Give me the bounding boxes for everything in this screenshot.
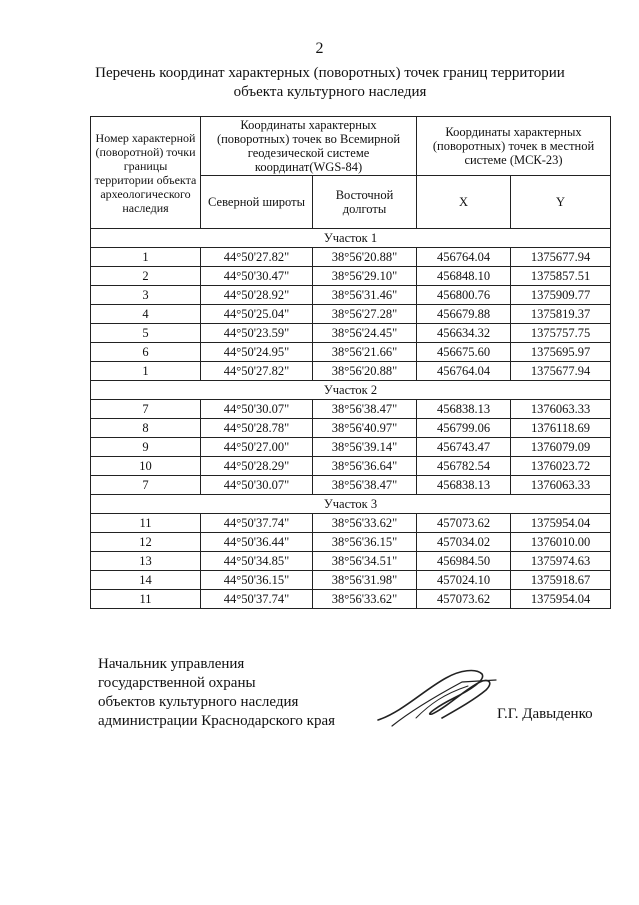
point-number-cell: 1 bbox=[91, 248, 201, 267]
table-row bbox=[91, 267, 611, 286]
header-y: Y bbox=[511, 176, 611, 229]
x-cell: 457024.10 bbox=[417, 571, 511, 590]
y-cell: 1375757.75 bbox=[511, 324, 611, 343]
coordinates-table-header bbox=[91, 117, 611, 229]
longitude-cell: 38°56'20.88" bbox=[313, 362, 417, 381]
y-cell: 1376010.00 bbox=[511, 533, 611, 552]
header-east-longitude: Восточной долготы bbox=[313, 176, 417, 229]
longitude-cell: 38°56'20.88" bbox=[313, 248, 417, 267]
signature-position bbox=[98, 655, 335, 731]
y-cell: 1376079.09 bbox=[511, 438, 611, 457]
point-number-cell: 2 bbox=[91, 267, 201, 286]
table-row bbox=[91, 286, 611, 305]
x-cell: 456675.60 bbox=[417, 343, 511, 362]
longitude-cell: 38°56'38.47" bbox=[313, 476, 417, 495]
table-row bbox=[91, 324, 611, 343]
point-number-cell: 9 bbox=[91, 438, 201, 457]
table-row bbox=[91, 438, 611, 457]
latitude-cell: 44°50'36.44" bbox=[201, 533, 313, 552]
point-number-cell: 6 bbox=[91, 343, 201, 362]
longitude-cell: 38°56'29.10" bbox=[313, 267, 417, 286]
x-cell: 457073.62 bbox=[417, 590, 511, 609]
latitude-cell: 44°50'34.85" bbox=[201, 552, 313, 571]
table-row bbox=[91, 343, 611, 362]
position-line-1: Начальник управления bbox=[98, 656, 245, 672]
section-row bbox=[91, 381, 611, 400]
point-number-cell: 7 bbox=[91, 400, 201, 419]
point-number-cell: 13 bbox=[91, 552, 201, 571]
longitude-cell: 38°56'38.47" bbox=[313, 400, 417, 419]
x-cell: 456764.04 bbox=[417, 248, 511, 267]
y-cell: 1375819.37 bbox=[511, 305, 611, 324]
point-number-cell: 12 bbox=[91, 533, 201, 552]
point-number-cell: 14 bbox=[91, 571, 201, 590]
latitude-cell: 44°50'27.82" bbox=[201, 362, 313, 381]
section-row bbox=[91, 495, 611, 514]
point-number-cell: 7 bbox=[91, 476, 201, 495]
x-cell: 456848.10 bbox=[417, 267, 511, 286]
x-cell: 456984.50 bbox=[417, 552, 511, 571]
header-msk23-group: Координаты характерных (поворотных) точек в местной системе (МСК-23) bbox=[417, 117, 611, 176]
point-number-cell: 5 bbox=[91, 324, 201, 343]
header-x: X bbox=[417, 176, 511, 229]
point-number-cell: 3 bbox=[91, 286, 201, 305]
point-number-cell: 11 bbox=[91, 514, 201, 533]
y-cell: 1375974.63 bbox=[511, 552, 611, 571]
x-cell: 456838.13 bbox=[417, 476, 511, 495]
table-row bbox=[91, 476, 611, 495]
point-number-cell: 4 bbox=[91, 305, 201, 324]
coordinates-table bbox=[90, 116, 611, 609]
y-cell: 1376118.69 bbox=[511, 419, 611, 438]
table-row bbox=[91, 305, 611, 324]
latitude-cell: 44°50'30.07" bbox=[201, 476, 313, 495]
latitude-cell: 44°50'28.78" bbox=[201, 419, 313, 438]
longitude-cell: 38°56'31.46" bbox=[313, 286, 417, 305]
table-row bbox=[91, 248, 611, 267]
table-row bbox=[91, 552, 611, 571]
x-cell: 456799.06 bbox=[417, 419, 511, 438]
latitude-cell: 44°50'28.92" bbox=[201, 286, 313, 305]
longitude-cell: 38°56'39.14" bbox=[313, 438, 417, 457]
latitude-cell: 44°50'27.82" bbox=[201, 248, 313, 267]
longitude-cell: 38°56'40.97" bbox=[313, 419, 417, 438]
latitude-cell: 44°50'24.95" bbox=[201, 343, 313, 362]
latitude-cell: 44°50'30.07" bbox=[201, 400, 313, 419]
point-number-cell: 11 bbox=[91, 590, 201, 609]
y-cell: 1375909.77 bbox=[511, 286, 611, 305]
y-cell: 1375677.94 bbox=[511, 362, 611, 381]
latitude-cell: 44°50'37.74" bbox=[201, 590, 313, 609]
longitude-cell: 38°56'33.62" bbox=[313, 514, 417, 533]
section-title: Участок 3 bbox=[91, 495, 611, 514]
y-cell: 1376023.72 bbox=[511, 457, 611, 476]
longitude-cell: 38°56'36.15" bbox=[313, 533, 417, 552]
position-line-2: государственной охраны bbox=[98, 675, 256, 691]
latitude-cell: 44°50'30.47" bbox=[201, 267, 313, 286]
point-number-cell: 10 bbox=[91, 457, 201, 476]
table-row bbox=[91, 571, 611, 590]
latitude-cell: 44°50'23.59" bbox=[201, 324, 313, 343]
document-title-line-2: объекта культурного наследия bbox=[233, 84, 427, 100]
page-number: 2 bbox=[315, 40, 324, 57]
y-cell: 1376063.33 bbox=[511, 400, 611, 419]
longitude-cell: 38°56'31.98" bbox=[313, 571, 417, 590]
table-row bbox=[91, 514, 611, 533]
document-title-line-1: Перечень координат характерных (поворотных) точек границ территории bbox=[95, 65, 565, 81]
point-number-cell: 8 bbox=[91, 419, 201, 438]
x-cell: 456782.54 bbox=[417, 457, 511, 476]
x-cell: 456764.04 bbox=[417, 362, 511, 381]
longitude-cell: 38°56'24.45" bbox=[313, 324, 417, 343]
table-row bbox=[91, 533, 611, 552]
latitude-cell: 44°50'28.29" bbox=[201, 457, 313, 476]
longitude-cell: 38°56'36.64" bbox=[313, 457, 417, 476]
table-row bbox=[91, 457, 611, 476]
longitude-cell: 38°56'33.62" bbox=[313, 590, 417, 609]
point-number-cell: 1 bbox=[91, 362, 201, 381]
position-line-3: объектов культурного наследия bbox=[98, 694, 299, 710]
table-row bbox=[91, 590, 611, 609]
longitude-cell: 38°56'27.28" bbox=[313, 305, 417, 324]
latitude-cell: 44°50'36.15" bbox=[201, 571, 313, 590]
table-row bbox=[91, 362, 611, 381]
latitude-cell: 44°50'25.04" bbox=[201, 305, 313, 324]
header-wgs84-group: Координаты характерных (поворотных) точек во Всемирной геодезической системе координат(WGS-84) bbox=[201, 117, 417, 176]
section-title: Участок 2 bbox=[91, 381, 611, 400]
y-cell: 1375677.94 bbox=[511, 248, 611, 267]
section-row bbox=[91, 229, 611, 248]
signer-name: Г.Г. Давыденко bbox=[497, 706, 593, 722]
x-cell: 456634.32 bbox=[417, 324, 511, 343]
x-cell: 456800.76 bbox=[417, 286, 511, 305]
y-cell: 1375857.51 bbox=[511, 267, 611, 286]
longitude-cell: 38°56'34.51" bbox=[313, 552, 417, 571]
x-cell: 456679.88 bbox=[417, 305, 511, 324]
y-cell: 1375918.67 bbox=[511, 571, 611, 590]
latitude-cell: 44°50'27.00" bbox=[201, 438, 313, 457]
x-cell: 457034.02 bbox=[417, 533, 511, 552]
position-line-4: администрации Краснодарского края bbox=[98, 713, 336, 729]
table-row bbox=[91, 419, 611, 438]
header-point-number: Номер характерной (поворотной) точки границы территории объекта археологического наследия bbox=[91, 117, 201, 229]
latitude-cell: 44°50'37.74" bbox=[201, 514, 313, 533]
x-cell: 456838.13 bbox=[417, 400, 511, 419]
longitude-cell: 38°56'21.66" bbox=[313, 343, 417, 362]
section-title: Участок 1 bbox=[91, 229, 611, 248]
x-cell: 456743.47 bbox=[417, 438, 511, 457]
y-cell: 1376063.33 bbox=[511, 476, 611, 495]
y-cell: 1375954.04 bbox=[511, 514, 611, 533]
y-cell: 1375695.97 bbox=[511, 343, 611, 362]
handwritten-signature bbox=[372, 660, 502, 730]
y-cell: 1375954.04 bbox=[511, 590, 611, 609]
coordinates-table-body bbox=[91, 229, 611, 609]
header-north-latitude: Северной широты bbox=[201, 176, 313, 229]
x-cell: 457073.62 bbox=[417, 514, 511, 533]
document-title bbox=[80, 64, 580, 102]
table-row bbox=[91, 400, 611, 419]
